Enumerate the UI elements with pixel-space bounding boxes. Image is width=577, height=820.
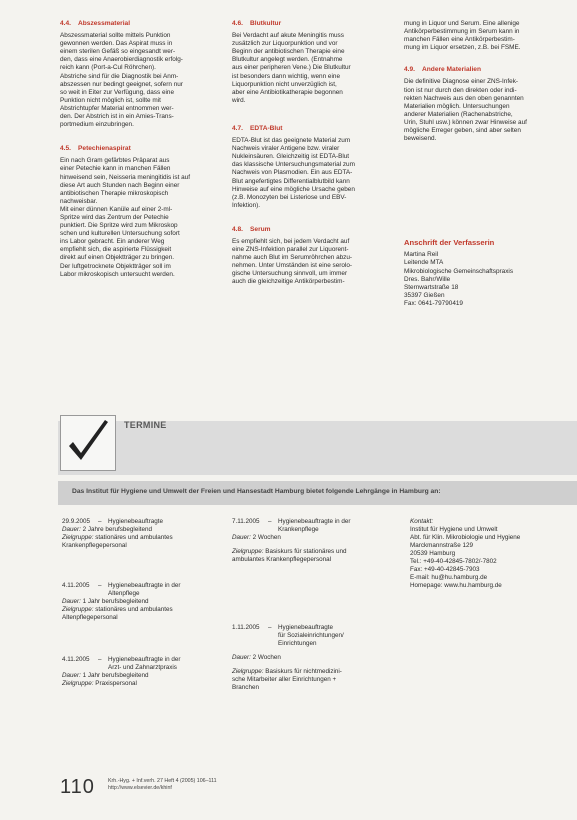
- text-line: Liquorpunktion nicht unverzüglich ist,: [232, 80, 337, 88]
- text-line: Die definitive Diagnose einer ZNS-Infek-: [404, 78, 519, 86]
- contact-line: Tel.: +49-40-42845-7802/-7802: [410, 558, 497, 565]
- text-line: manchen Fällen eine Antikörperbestim-: [404, 36, 515, 44]
- event-title: Hygienebeauftragte in der: [108, 582, 181, 589]
- text-line: hinweisend sein, Neisseria meningitidis ist auf: [60, 173, 191, 181]
- text-line: beweisend.: [404, 135, 437, 143]
- event-title: Altenpflege: [108, 590, 140, 597]
- text-line: Blutkultur angelegt werden. (Entnahme: [232, 56, 343, 64]
- text-line: das klassische Untersuchungsmaterial zum: [232, 161, 355, 169]
- text-line: Materialien möglich. Untersuchungen: [404, 102, 510, 110]
- text-line: Antikörperbestimmung im Serum kann in: [404, 28, 520, 36]
- dauer-value: 2 Wochen: [252, 534, 281, 541]
- section-heading-serum: 4.8. Serum: [232, 225, 271, 233]
- column-3: [404, 20, 566, 308]
- footer-url[interactable]: http://www.elsevier.de/khinf: [108, 785, 172, 791]
- section-heading-petechien: 4.5. Petechienaspirat: [60, 145, 131, 153]
- contact-line: Institut für Hygiene und Umwelt: [410, 526, 498, 533]
- text-line: Nukleinsäuren. Gleichzeitig ist EDTA-Blut: [232, 153, 350, 161]
- event-title: Einrichtungen: [278, 640, 317, 647]
- dauer-label: Dauer:: [232, 534, 251, 541]
- text-line: reich kann (Port-a-Cul Röhrchen).: [60, 64, 156, 72]
- contact-line: 20539 Hamburg: [410, 550, 456, 557]
- dauer-label: Dauer:: [62, 598, 81, 605]
- contact-homepage[interactable]: Homepage: www.hu.hamburg.de: [410, 582, 502, 589]
- section-heading-abszess: 4.4. Abszessmaterial: [60, 20, 131, 27]
- text-line: mung in Liquor und Serum. Eine allenige: [404, 20, 520, 27]
- dauer-value: 2 Wochen: [252, 654, 281, 661]
- text-line: Abstrichtupfer Material entnommen wer-: [60, 104, 174, 112]
- column-2: [232, 20, 388, 287]
- text-line: rekten Nachweis aus den oben genannten: [404, 94, 524, 102]
- banner-text: Das Institut für Hygiene und Umwelt der Freien und Hansestadt Hamburg bietet folgende Lehrgänge in Hamburg an:: [72, 488, 441, 495]
- event-mid-1: 7.11.2005 – Hygienebeauftragte in der Krankenpflege Dauer: 2 Wochen Zielgruppe: Basiskurs für stationäres und ambulantes Krankenpflegepersonal: [232, 518, 402, 564]
- event-date: 4.11.2005: [62, 656, 90, 663]
- zielgruppe-label: Zielgruppe:: [62, 534, 94, 541]
- zielgruppe-value: stationäres und ambulantes: [95, 606, 173, 613]
- address-heading: Anschrift der Verfasserin: [404, 238, 495, 248]
- footer-citation: [108, 778, 217, 792]
- text-line: ins Labor gebracht. Ein anderer Weg: [60, 238, 165, 246]
- zielgruppe-value: Altenpflegepersonal: [62, 614, 118, 621]
- event-title: Hygienebeauftragte in der: [108, 656, 181, 663]
- page-number: 110: [60, 776, 95, 798]
- text-line: mung im Liquor ersetzen, z.B. bei FSME.: [404, 44, 521, 52]
- text-line: Nachweis viraler Antigene bzw. viraler: [232, 145, 340, 153]
- text-line: schen und kulturellen Untersuchung sofort: [60, 230, 180, 238]
- text-line: portmedium einzubringen.: [60, 121, 134, 129]
- text-line: ist besonders dann wichtig, wenn eine: [232, 72, 340, 80]
- text-line: Urin, Stuhl usw.) können zwar Hinweise auf: [404, 118, 527, 126]
- text-line: Spritze wird das Zentrum der Petechie: [60, 213, 169, 221]
- dauer-value: 2 Jahre berufsbegleitend: [82, 526, 152, 533]
- text-line: EDTA-Blut ist das geeignete Material zum: [232, 137, 351, 145]
- column-1: [60, 20, 216, 279]
- text-line: Labor mikroskopisch untersucht werden.: [60, 270, 175, 278]
- text-line: Ein nach Gram gefärbtes Präparat aus: [60, 157, 170, 165]
- dauer-label: Dauer:: [232, 654, 251, 661]
- text-line: antibiotischen Therapie mikroskopisch: [60, 189, 169, 197]
- event-mid-2: 1.11.2005 – Hygienebeauftragte für Sozialeinrichtungen/ Einrichtungen Dauer: 2 Wochen Zielgruppe: Basiskurs für nichtmedizini- sche Mitarbeiter aller Einrichtungen + Branchen: [232, 624, 402, 692]
- event-left-3: 4.11.2005 – Hygienebeauftragte in der Arzt- und Zahnarztpraxis Dauer: 1 Jahr berufsbegleitend Zielgruppe: Praxispersonal: [62, 656, 181, 687]
- zielgruppe-value: sche Mitarbeiter aller Einrichtungen +: [232, 676, 337, 683]
- event-title: Hygienebeauftragte: [108, 518, 163, 525]
- event-title: für Sozialeinrichtungen/: [278, 632, 344, 639]
- event-left-2: 4.11.2005 – Hygienebeauftragte in der Altenpflege Dauer: 1 Jahr berufsbegleitend Zielgruppe: stationäres und ambulantes Altenpflegepersonal: [62, 582, 222, 622]
- zielgruppe-label: Zielgruppe:: [232, 548, 264, 555]
- text-line: Abszessmaterial sollte mittels Punktion: [60, 32, 171, 40]
- contact-line: Marckmannstraße 129: [410, 542, 473, 549]
- text-line: nahme auch Blut im Serumröhrchen abzu-: [232, 254, 353, 262]
- text-line: Der luftgetrocknete Objektträger soll im: [60, 262, 171, 270]
- text-line: direkt auf einen Objektträger zu bringen.: [60, 254, 175, 262]
- dauer-value: 1 Jahr berufsbegleitend: [82, 598, 149, 605]
- section-heading-blutkultur: 4.6. Blutkultur: [232, 20, 282, 27]
- zielgruppe-label: Zielgruppe:: [232, 668, 264, 675]
- text-line: Hinweise auf eine mögliche Ursache geben: [232, 185, 355, 193]
- text-line: Mit einer dünnen Kanüle auf einer 2-ml-: [60, 205, 173, 213]
- text-line: nachweisbar.: [60, 197, 98, 205]
- text-line: anderer Materialien (Rachenabstriche,: [404, 110, 513, 118]
- text-line: Blut angefertigtes Differentialblutbild kann: [232, 177, 350, 185]
- termine-title: TERMINE: [124, 420, 167, 430]
- event-title: Krankenpflege: [278, 526, 319, 533]
- text-line: diese Art auch Stunden nach Beginn einer: [60, 181, 180, 189]
- text-line: abszessen nur bedingt geeignet, sofern nur: [60, 80, 183, 88]
- contact-email[interactable]: E-mail: hu@hu.hamburg.de: [410, 574, 488, 581]
- text-line: mögliche Erreger geben, sind aber selten: [404, 127, 521, 135]
- text-line: Infektion).: [232, 201, 261, 209]
- section-heading-edta: 4.7. EDTA-Blut: [232, 124, 283, 132]
- address-line: Fax: 0641-79790419: [404, 299, 463, 307]
- text-line: aber eine Antibiotikatherapie begonnen: [232, 88, 343, 96]
- address-line: Mikrobiologische Gemeinschaftspraxis: [404, 267, 514, 275]
- zielgruppe-label: Zielgruppe:: [62, 680, 94, 687]
- text-line: zusätzlich zur Liquorpunktion und vor: [232, 40, 338, 48]
- contact-title: Kontakt:: [410, 518, 434, 525]
- zielgruppe-value: Branchen: [232, 684, 259, 691]
- text-line: Es empfiehlt sich, bei jedem Verdacht auf: [232, 237, 350, 245]
- event-date: 1.11.2005: [232, 624, 260, 631]
- dauer-label: Dauer:: [62, 672, 81, 679]
- text-line: Punktion nicht möglich ist, sollte mit: [60, 96, 161, 104]
- text-line: gewonnen werden. Das Aspirat muss in: [60, 40, 173, 48]
- dauer-label: Dauer:: [62, 526, 81, 533]
- event-date: 7.11.2005: [232, 518, 260, 525]
- zielgruppe-value: Basiskurs für stationäres und: [265, 548, 347, 555]
- event-title: Hygienebeauftragte: [278, 624, 333, 631]
- checkmark-box: [60, 415, 116, 471]
- contact-block: [410, 518, 520, 590]
- text-line: empfiehlt sich, die aspirierte Flüssigkeit: [60, 246, 172, 254]
- text-line: Abstriche sind für die Diagnostik bei Anm-: [60, 72, 179, 80]
- zielgruppe-value: Basiskurs für nichtmedizini-: [265, 668, 342, 675]
- address-line: 35397 Gießen: [404, 291, 445, 299]
- event-title: Arzt- und Zahnarztpraxis: [108, 664, 177, 671]
- text-line: nehmen. Unter Umständen ist eine serolo-: [232, 262, 353, 270]
- text-line: Beginn der antibiotischen Therapie eine: [232, 48, 345, 56]
- text-line: Bei Verdacht auf akute Meningitis muss: [232, 32, 344, 40]
- section-heading-andere: 4.9. Andere Materialien: [404, 66, 481, 74]
- contact-line: Fax: +49-40-42845-7903: [410, 566, 480, 573]
- event-title: Hygienebeauftragte in der: [278, 518, 351, 525]
- text-line: aus einer peripheren Vene.) Die Blutkultur: [232, 64, 351, 72]
- text-line: (z.B. Monozyten bei Listeriose und EBV-: [232, 193, 347, 201]
- text-line: wird.: [232, 96, 246, 104]
- text-line: den, dass eine Anaerobierdiagnostik erfolg-: [60, 56, 183, 64]
- zielgruppe-value: Praxispersonal: [95, 680, 137, 687]
- text-line: auch die gleichzeitige Antikörperbestim-: [232, 278, 345, 286]
- text-line: so weit in Eiter zur Verfügung, dass eine: [60, 88, 175, 96]
- event-date: 4.11.2005: [62, 582, 90, 589]
- address-line: Sternwartstraße 18: [404, 283, 459, 291]
- footer-line: Krh.-Hyg. + Inf.verh. 27 Heft 4 (2005) 106–111: [108, 778, 217, 784]
- text-line: gische Untersuchung sinnvoll, um immer: [232, 270, 348, 278]
- text-line: einer Petechie kann in manchen Fällen: [60, 165, 171, 173]
- text-line: Nachweis von Plasmodien. Ein aus EDTA-: [232, 169, 353, 177]
- zielgruppe-value: Krankenpflegepersonal: [62, 542, 127, 549]
- text-line: punktiert. Die Spritze wird zum Mikroskop: [60, 222, 178, 230]
- contact-line: Abt. für Klin. Mikrobiologie und Hygiene: [410, 534, 521, 541]
- checkmark-icon: [61, 416, 115, 470]
- address-line: Leitende MTA: [404, 259, 444, 267]
- text-line: tion ist nur durch den direkten oder indi-: [404, 86, 517, 94]
- dauer-value: 1 Jahr berufsbegleitend: [82, 672, 149, 679]
- event-left-1: 29.9.2005 – Hygienebeauftragte Dauer: 2 Jahre berufsbegleitend Zielgruppe: stationäres und ambulantes Krankenpflegepersonal: [62, 518, 222, 550]
- text-line: den. Der Abstrich ist in ein Amies-Trans-: [60, 113, 174, 121]
- zielgruppe-label: Zielgruppe:: [62, 606, 94, 613]
- text-line: eine ZNS-Infektion parallel zur Liquorent-: [232, 246, 349, 254]
- zielgruppe-value: stationäres und ambulantes: [95, 534, 173, 541]
- address-line: Martina Reil: [404, 251, 439, 259]
- address-line: Dres. Bahr/Wille: [404, 275, 451, 283]
- zielgruppe-value: ambulantes Krankenpflegepersonal: [232, 556, 332, 563]
- text-line: einem sterilen Gefäß so eingesandt wer-: [60, 48, 176, 56]
- event-date: 29.9.2005: [62, 518, 91, 525]
